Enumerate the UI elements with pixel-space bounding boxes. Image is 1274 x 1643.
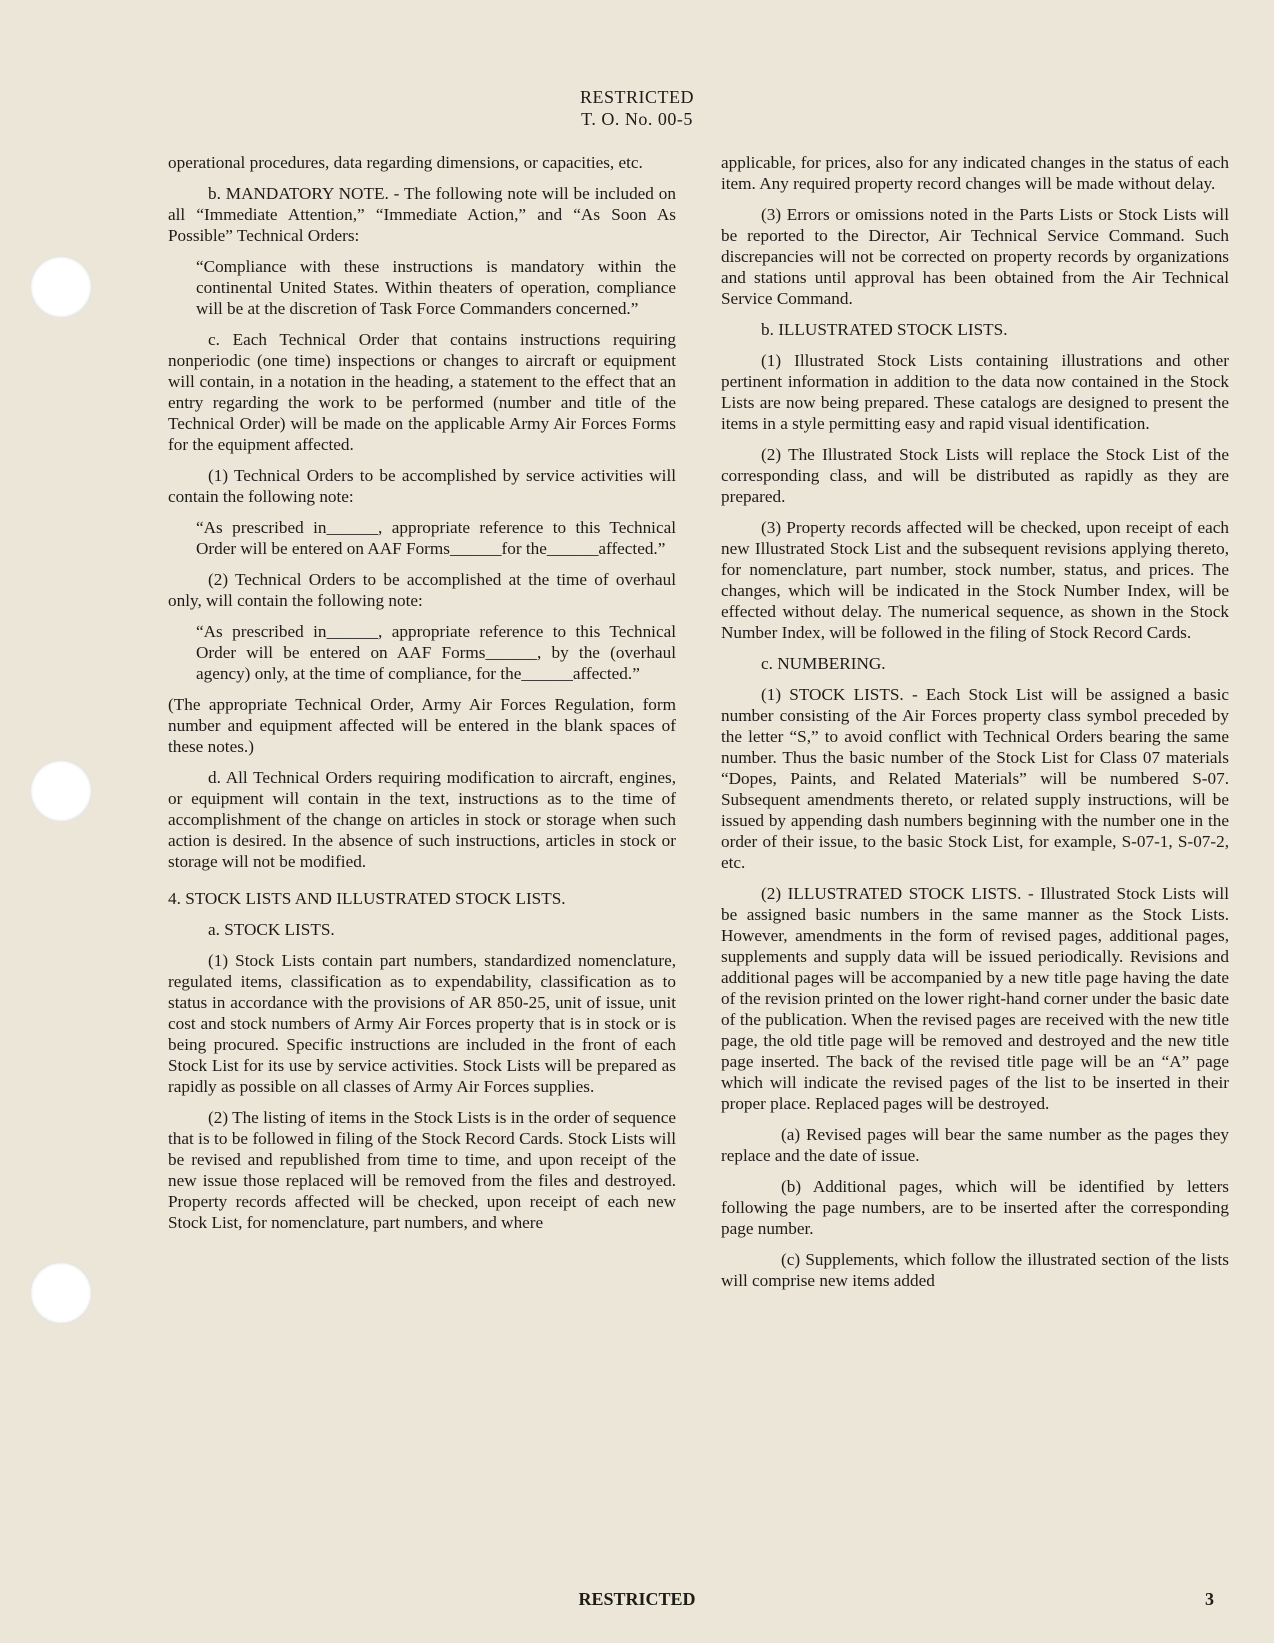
paragraph: (b) Additional pages, which will be identified by letters following the page numbers, are to be inserted after the corresponding page number. [721, 1177, 1229, 1238]
right-column [721, 152, 1229, 1301]
paragraph: d. All Technical Orders requiring modification to aircraft, engines, or equipment will contain in the text, instructions as to the time of accomplishment of the change on articles in stock or storage when such action is desired. In the absence of such instructions, articles in stock or storage will not be modified. [168, 768, 676, 871]
header-to-number: T. O. No. 00-5 [581, 109, 693, 129]
quoted-note: “As prescribed in______, appropriate reference to this Technical Order will be entered on AAF Forms______for the______affected.” [196, 518, 676, 558]
paragraph: (2) ILLUSTRATED STOCK LISTS. - Illustrated Stock Lists will be assigned basic numbers in the same manner as the Stock Lists. However, amendments in the form of revised pages, additional pages, supplements and supply data will be issued periodically. Revisions and additional pages will be accompanied by a new title page having the date of the revision printed on the lower right-hand corner under the basic date of the publication. When the revised pages are received with the new title page, the old title page will be removed and destroyed and the new title page inserted. The back of the revised title page will be an “A” page which will indicate the revised pages of the list to be inserted in their proper place. Replaced pages will be destroyed. [721, 884, 1229, 1113]
punch-hole [30, 1262, 92, 1324]
quoted-note: “As prescribed in______, appropriate reference to this Technical Order will be entered on AAF Forms______, by the (overhaul agency) only, at the time of compliance, for the______affected.” [196, 622, 676, 683]
paragraph: c. Each Technical Order that contains instructions requiring nonperiodic (one time) inspections or changes to aircraft or equipment will contain, in a notation in the heading, a statement to the effect that an entry regarding the work to be performed (number and title of the Technical Order) will be made on the applicable Army Air Forces Forms for the equipment affected. [168, 330, 676, 454]
paragraph: (1) Stock Lists contain part numbers, standardized nomenclature, regulated items, classification as to expendability, classification as to status in accordance with the provisions of AR 850-25, unit of issue, unit cost and stock numbers of Army Air Forces property that is in stock or is being procured. Specific instructions are included in the front of each Stock List for its use by service activities. Stock Lists will be prepared as rapidly as possible on all classes of Army Air Forces supplies. [168, 951, 676, 1096]
page-number: 3 [1205, 1589, 1214, 1609]
footer-classification: RESTRICTED [578, 1589, 696, 1609]
paragraph: (2) Technical Orders to be accomplished at the time of overhaul only, will contain the following note: [168, 570, 676, 610]
paragraph: (3) Property records affected will be checked, upon receipt of each new Illustrated Stock List and the subsequent revisions applying thereto, for nomenclature, part number, stock number, status, and prices. The changes, which will be indicated in the Stock Number Index, will be effected without delay. The numerical sequence, as shown in the Stock Number Index, will be followed in the filing of Stock Record Cards. [721, 518, 1229, 642]
paragraph: (2) The listing of items in the Stock Lists is in the order of sequence that is to be followed in filing of the Stock Record Cards. Stock Lists will be revised and republished from time to time, and upon receipt of the new issue those replaced will be removed from the files and destroyed. Property records affected will be checked, upon receipt of each new Stock List, for nomenclature, part numbers, and where [168, 1108, 676, 1232]
paragraph: applicable, for prices, also for any indicated changes in the status of each item. Any required property record changes will be made without delay. [721, 153, 1229, 193]
subsection-heading: a. STOCK LISTS. [208, 920, 335, 939]
paragraph: operational procedures, data regarding dimensions, or capacities, etc. [168, 153, 643, 172]
paragraph: (1) STOCK LISTS. - Each Stock List will be assigned a basic number consisting of the Air Forces property class symbol preceded by the letter “S,” to avoid conflict with Technical Orders bearing the same number. Thus the basic number of the Stock List for Class 07 materials “Dopes, Paints, and Related Materials” will be numbered S-07. Subsequent amendments thereto, or related supply instructions, will be issued by appending dash numbers beginning with the number one in the order of their issue, to the basic Stock List, for example, S-07-1, S-07-2, etc. [721, 685, 1229, 872]
paragraph: (c) Supplements, which follow the illustrated section of the lists will comprise new items added [721, 1250, 1229, 1290]
punch-hole [30, 256, 92, 318]
paragraph-mandatory-note: b. MANDATORY NOTE. - The following note will be included on all “Immediate Attention,” “Immediate Action,” and “As Soon As Possible” Technical Orders: [168, 184, 676, 245]
paragraph: (The appropriate Technical Order, Army Air Forces Regulation, form number and equipment affected will be entered in the blank spaces of these notes.) [168, 695, 676, 756]
paragraph: (3) Errors or omissions noted in the Parts Lists or Stock Lists will be reported to the Director, Air Technical Service Command. Such discrepancies will not be corrected on property records by organizations and stations until approval has been obtained from the Air Technical Service Command. [721, 205, 1229, 308]
paragraph: (1) Technical Orders to be accomplished by service activities will contain the following note: [168, 466, 676, 506]
left-column [168, 152, 676, 1243]
subsection-heading: c. NUMBERING. [761, 654, 886, 673]
paragraph: (2) The Illustrated Stock Lists will replace the Stock List of the corresponding class, and will be distributed as rapidly as they are prepared. [721, 445, 1229, 506]
header-classification: RESTRICTED [579, 87, 694, 107]
page-header [0, 86, 1274, 130]
quoted-note: “Compliance with these instructions is mandatory within the continental United States. Within theaters of operation, compliance will be at the discretion of Task Force Commanders concerned.” [196, 257, 676, 318]
paragraph: (a) Revised pages will bear the same number as the pages they replace and the date of issue. [721, 1125, 1229, 1165]
punch-hole [30, 760, 92, 822]
subsection-heading: b. ILLUSTRATED STOCK LISTS. [761, 320, 1008, 339]
section-heading: 4. STOCK LISTS AND ILLUSTRATED STOCK LISTS. [168, 889, 566, 908]
paragraph: (1) Illustrated Stock Lists containing illustrations and other pertinent information in addition to the data now contained in the Stock Lists are now being prepared. These catalogs are designed to present the items in a style permitting easy and rapid visual identification. [721, 351, 1229, 433]
